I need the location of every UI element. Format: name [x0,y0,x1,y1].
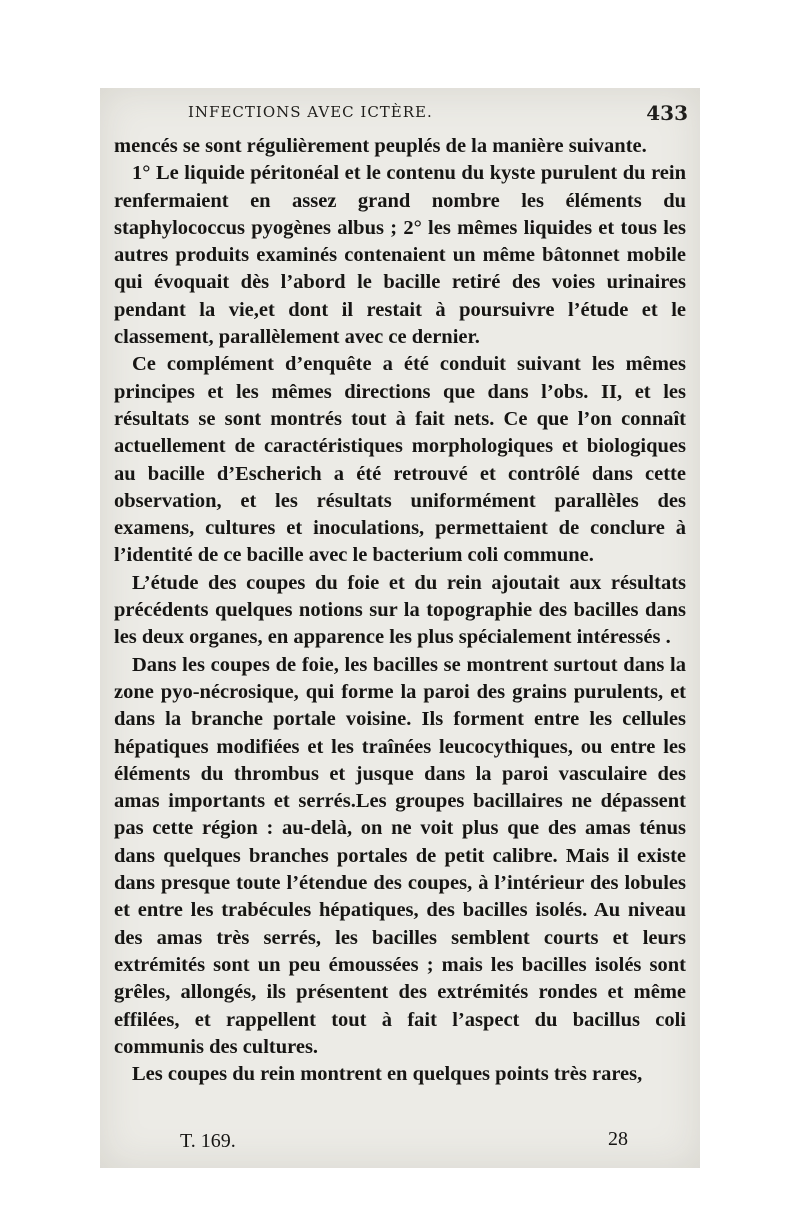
running-head [188,103,688,127]
signature-mark: T. 169. [180,1130,236,1152]
paragraph: mencés se sont régulièrement peuplés de la manière suivante. [114,135,647,157]
running-title: INFECTIONS AVEC ICTÈRE. [188,103,433,121]
paragraph: Dans les coupes de foie, les bacilles se montrent surtout dans la zone pyo-nécrosique, qui forme la paroi des grains purulents, et dans la branche portale voisine. Ils forment entre les cellules hépatiques modifiées et les traînées leucocythiques, ou entre les éléments du thrombus et jusque dans la paroi vasculaire des amas importants et serrés.Les groupes bacillaires ne dépassent pas cette région : au-delà, on ne voit plus que des amas ténus dans quelques branches portales de petit calibre. Mais il existe dans presque toute l’étendue des coupes, à l’intérieur des lobules et entre les trabécules hépatiques, des bacilles isolés. Au niveau des amas très serrés, les bacilles semblent courts et leurs extrémités sont un peu émoussées ; mais les bacilles isolés sont grêles, allongés, ils présentent des extrémités rondes et même effilées, et rappellent tout à fait l’aspect du bacillus coli communis des cultures. [114,653,686,1058]
body-text [114,133,686,1088]
sheet-number: 28 [608,1128,628,1150]
paragraph: 1° Le liquide péritonéal et le contenu du kyste purulent du rein renfermaient en assez grand nombre les éléments du staphylococcus pyogènes albus ; 2° les mêmes liquides et tous les autres produits examinés contenaient un même bâtonnet mobile qui évoquait dès l’abord le bacille retiré des voies urinaires pendant la vie,et dont il restait à poursuivre l’étude et le classement, parallèlement avec ce dernier. [114,162,686,349]
page-number: 433 [646,101,688,125]
paragraph: Les coupes du rein montrent en quelques points très rares, [132,1063,643,1086]
paragraph: L’étude des coupes du foie et du rein ajoutait aux résultats précédents quelques notions sur la topographie des bacilles dans les deux organes, en apparence les plus spécialement intéressés . [114,571,686,649]
paragraph: Ce complément d’enquête a été conduit suivant les mêmes principes et les mêmes directions que dans l’obs. II, et les résultats se sont montrés tout à fait nets. Ce que l’on connaît actuellement de caractéristiques morphologiques et biologiques au bacille d’Escherich a été retrouvé et contrôlé dans cette observation, et les résultats uniformément parallèles des examens, cultures et inoculations, permettaient de conclure à l’identité de ce bacille avec le bacterium coli commune. [114,353,686,567]
footer [140,1130,680,1160]
